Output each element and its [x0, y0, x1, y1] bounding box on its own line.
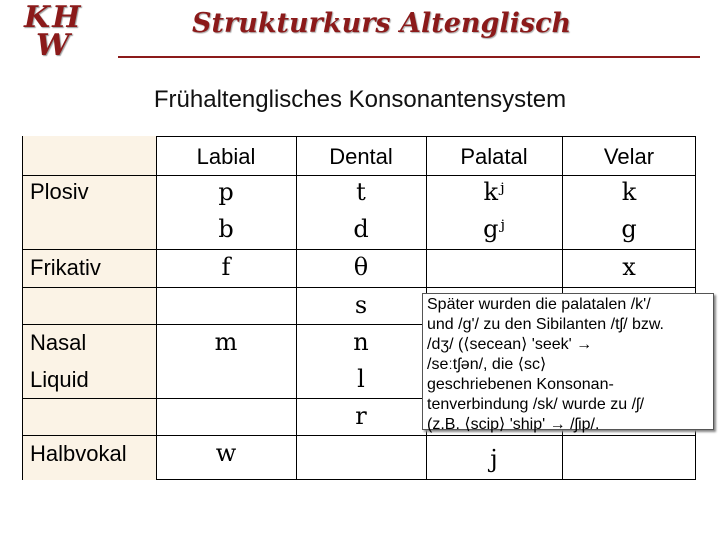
- note-line: /dʒ/ (⟨secean⟩ 'seek' →: [427, 336, 593, 353]
- logo-line-1: KH: [24, 0, 83, 35]
- phoneme-cell: r: [355, 402, 367, 430]
- course-title: Strukturkurs Altenglisch: [192, 8, 572, 39]
- column-header-velar: Velar: [603, 144, 655, 169]
- row-label-frikativ: Frikativ: [30, 255, 101, 280]
- phoneme-cell: j: [490, 445, 498, 473]
- kh-w-logo: [22, 0, 94, 63]
- logo-line-2: W: [36, 28, 70, 63]
- phoneme-cell: θ: [353, 253, 369, 281]
- phoneme-cell: b: [218, 215, 234, 243]
- grid-line: [22, 287, 696, 288]
- header-divider: [118, 56, 700, 58]
- column-header-labial: Labial: [196, 144, 256, 169]
- column-header-dental: Dental: [329, 144, 393, 169]
- row-label-nasal: Nasal: [30, 330, 87, 355]
- phoneme-cell: p: [218, 178, 234, 206]
- note-line: Später wurden die palatalen /k'/: [427, 296, 651, 313]
- phoneme-cell: m: [214, 328, 238, 356]
- grid-line: [22, 175, 696, 176]
- historical-note-box: [422, 293, 714, 433]
- row-label-plosiv: Plosiv: [30, 179, 89, 204]
- phoneme-cell: t: [356, 178, 366, 206]
- note-line: tenverbindung /sk/ wurde zu /ʃ/: [427, 396, 645, 413]
- grid-line: [22, 435, 696, 436]
- phoneme-cell: g: [621, 215, 637, 243]
- slide-title: Frühaltenglisches Konsonantensystem: [153, 86, 567, 113]
- grid-line: [22, 249, 696, 250]
- note-line: (z.B. ⟨scip⟩ 'ship' → /ʃip/.: [427, 416, 600, 433]
- phoneme-cell: n: [353, 328, 369, 356]
- row-label-halbvokal: Halbvokal: [30, 441, 127, 466]
- phoneme-cell: gʲ: [483, 215, 505, 243]
- phoneme-cell: l: [357, 365, 365, 393]
- phoneme-cell: kʲ: [483, 178, 505, 206]
- phoneme-cell: x: [622, 253, 636, 281]
- phoneme-cell: k: [621, 178, 637, 206]
- note-line: und /g'/ zu den Sibilanten /tʃ/ bzw.: [427, 316, 664, 333]
- row-label-liquid: Liquid: [30, 367, 89, 392]
- note-line: geschriebenen Konsonan-: [427, 376, 614, 393]
- note-line: /seːtʃən/, die ⟨sc⟩: [427, 356, 547, 373]
- phoneme-cell: w: [215, 439, 237, 467]
- phoneme-cell: s: [354, 291, 368, 319]
- phoneme-cell: f: [221, 253, 231, 281]
- column-header-palatal: Palatal: [460, 144, 528, 169]
- phoneme-cell: d: [353, 215, 369, 243]
